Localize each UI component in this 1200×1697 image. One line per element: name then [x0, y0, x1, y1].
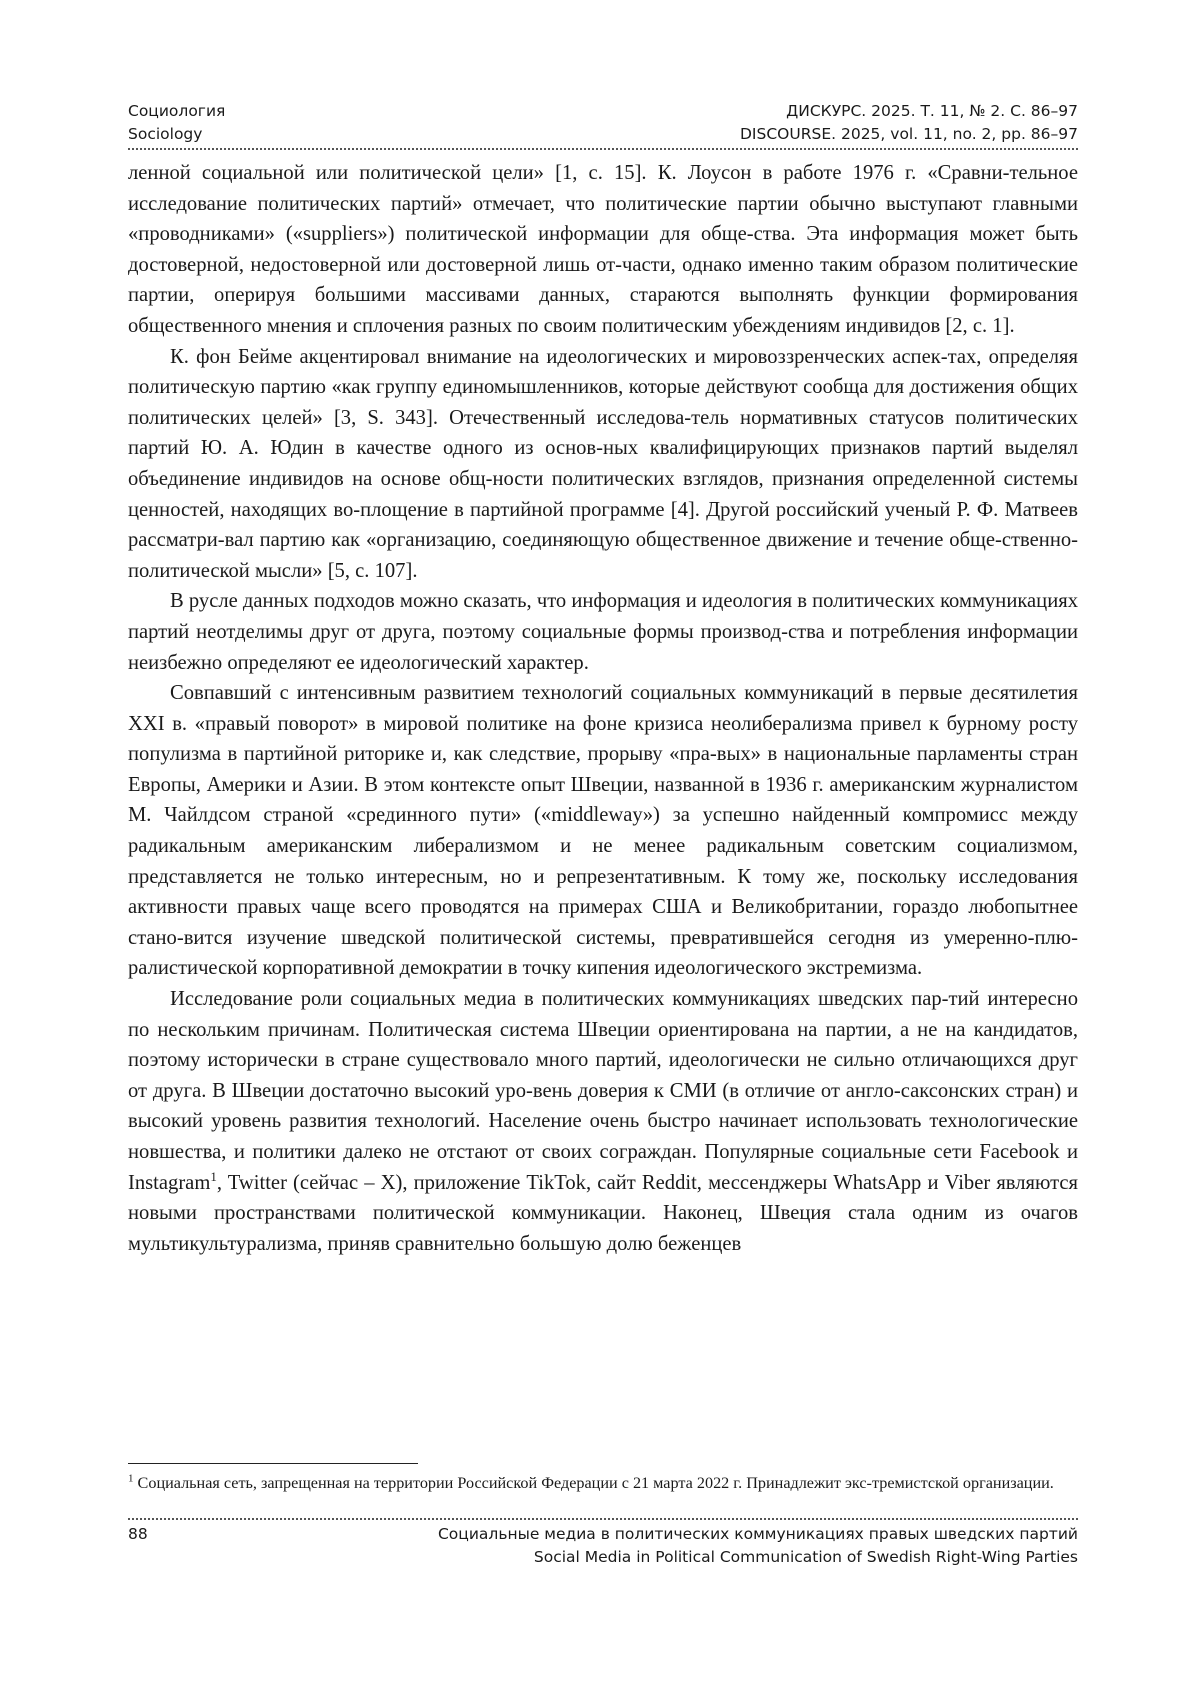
paragraph-5 [128, 984, 1078, 1259]
header-section [128, 100, 225, 146]
footnote-mark: 1 [128, 1472, 134, 1485]
article-body [128, 158, 1078, 1259]
footnote-text: Социальная сеть, запрещенная на территории Российской Федерации с 21 марта 2022 г. Принадлежит экс-тремистской организации. [133, 1474, 1054, 1492]
page-number: 88 [128, 1525, 148, 1543]
running-header [128, 100, 1078, 150]
header-citation-en: DISCOURSE. 2025, vol. 11, no. 2, pp. 86–97 [740, 125, 1078, 143]
footer-title-ru: Социальные медиа в политических коммуникациях правых шведских партий [437, 1525, 1078, 1543]
paragraph-1: ленной социальной или политической цели» [1, с. 15]. К. Лоусон в работе 1976 г. «Сравни-тельное исследование политических партий» отмечает, что политические партии обычно выступают главными «проводниками» («suppliers») политической информации для обще-ства. Эта информация может быть достоверной, недостоверной или достоверной лишь от-части, однако именно таким образом политические партии, оперируя большими массивами данных, стараются выполнять функции формирования общественного мнения и сплочения разных по своим политическим убеждениям индивидов [2, с. 1]. [128, 162, 1078, 337]
footer-title-en: Social Media in Political Communication of Swedish Right-Wing Parties [533, 1548, 1078, 1566]
paragraph-5-part-b: , Twitter (сейчас – X), приложение TikTok, сайт Reddit, мессенджеры WhatsApp и Viber являются новыми пространствами политической коммуникации. Наконец, Швеция стала одним из очагов мультикультурализма, приняв сравнительно большую долю беженцев [128, 1171, 1078, 1255]
footnote-separator [128, 1463, 418, 1464]
paragraph-5-part-a: Исследование роли социальных медиа в политических коммуникациях шведских пар-тий интересно по нескольким причинам. Политическая система Швеции ориентирована на партии, а не на кандидатов, поэтому исторически в стране существовало много партий, идеологически не сильно отличающихся друг от друга. В Швеции достаточно высокий уро-вень доверия к СМИ (в отличие от англо-саксонских стран) и высокий уровень развития технологий. Население очень быстро начинает использовать технологические новшества, и политики далеко не отстают от своих сограждан. Популярные социальные сети Facebook и Instagram [128, 988, 1078, 1194]
footer-article-title [438, 1523, 1078, 1569]
footnote [128, 1472, 1078, 1495]
header-citation [740, 100, 1078, 146]
paragraph-4: Совпавший с интенсивным развитием технологий социальных коммуникаций в первые десятилетия XXI в. «правый поворот» в мировой политике на фоне кризиса неолиберализма привел к бурному росту популизма в партийной риторике и, как следствие, прорыву «пра-вых» в национальные парламенты стран Европы, Америки и Азии. В этом контексте опыт Швеции, названной в 1936 г. американским журналистом М. Чайлдсом страной «срединного пути» («middleway») за успешно найденный компромисс между радикальным американским либерализмом и не менее радикальным советским социализмом, представляется не только интересным, но и репрезентативным. К тому же, поскольку исследования активности правых чаще всего проводятся на примерах США и Великобритании, гораздо любопытнее стано-вится изучение шведской политической системы, превратившейся сегодня из умеренно-плю-ралистической корпоративной демократии в точку кипения идеологического экстремизма. [128, 682, 1078, 980]
running-footer [128, 1518, 1078, 1570]
paragraph-2: К. фон Бейме акцентировал внимание на идеологических и мировоззренческих аспек-тах, определяя политическую партию «как группу единомышленников, которые действуют сообща для достижения общих политических целей» [3, S. 343]. Отечественный исследова-тель нормативных статусов политических партий Ю. А. Юдин в качестве одного из основ-ных квалифицирующих признаков партий выделял объединение индивидов на основе общ-ности политических взглядов, признания определенной системы ценностей, находящих во-площение в партийной программе [4]. Другой российский ученый Р. Ф. Матвеев рассматри-вал партию как «организацию, соединяющую общественное движение и течение обще-ственно-политической мысли» [5, с. 107]. [128, 345, 1078, 582]
footnote-reference[interactable]: 1 [210, 1168, 217, 1184]
header-section-ru: Социология [128, 102, 226, 120]
journal-page [128, 0, 1078, 1697]
header-citation-ru: ДИСКУРС. 2025. Т. 11, № 2. С. 86–97 [786, 102, 1078, 120]
header-section-en: Sociology [128, 125, 203, 143]
paragraph-3: В русле данных подходов можно сказать, что информация и идеология в политических коммуникациях партий неотделимы друг от друга, поэтому социальные формы производ-ства и потребления информации неизбежно определяют ее идеологический характер. [128, 590, 1078, 674]
